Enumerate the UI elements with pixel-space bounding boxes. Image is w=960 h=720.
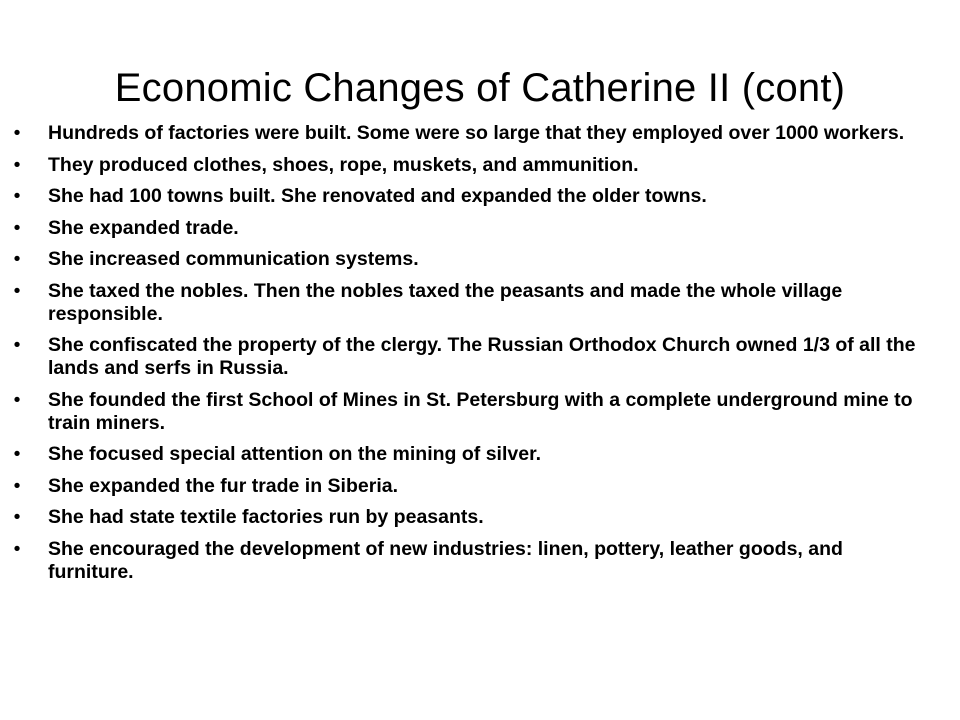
bullet-text: She expanded trade. xyxy=(48,216,239,239)
bullet-item xyxy=(13,506,928,529)
bullet-text: Hundreds of factories were built. Some were so large that they employed over 1000 workers. xyxy=(48,122,905,144)
bullet-text: They produced clothes, shoes, rope, muskets, and ammunition. xyxy=(48,153,639,176)
bullet-text: She expanded the fur trade in Siberia. xyxy=(48,474,399,497)
bullet-item xyxy=(13,216,928,240)
bullet-dot-icon: • xyxy=(13,122,21,144)
bullet-item xyxy=(13,443,928,466)
bullet-dot-icon: • xyxy=(13,153,21,176)
bullet-dot-icon: • xyxy=(13,388,21,411)
bullet-dot-icon: • xyxy=(13,279,21,302)
bullet-text: She confiscated the property of the clergy. The Russian Orthodox Church owned 1/3 of all the lands and serfs in Russia. xyxy=(48,334,916,379)
bullet-text: She founded the first School of Mines in St. Petersburg with a complete underground mine to train miners. xyxy=(48,388,913,434)
bullet-text: She had 100 towns built. She renovated and expanded the older towns. xyxy=(48,185,707,207)
bullet-dot-icon: • xyxy=(13,334,21,356)
bullet-text: She taxed the nobles. Then the nobles taxed the peasants and made the whole village responsible. xyxy=(48,279,843,325)
bullet-text: She had state textile factories run by peasants. xyxy=(48,506,484,528)
bullet-item xyxy=(13,279,928,326)
bullet-text: She focused special attention on the mining of silver. xyxy=(48,443,542,465)
bullet-dot-icon: • xyxy=(13,185,21,207)
slide-title: Economic Changes of Catherine II (cont) xyxy=(114,66,846,110)
bullet-dot-icon: • xyxy=(13,537,21,560)
bullet-list xyxy=(13,122,928,592)
bullet-item xyxy=(13,153,928,177)
bullet-dot-icon: • xyxy=(13,506,21,528)
bullet-dot-icon: • xyxy=(13,248,21,270)
bullet-item xyxy=(13,388,928,435)
bullet-item xyxy=(13,122,928,145)
bullet-dot-icon: • xyxy=(13,474,21,497)
bullet-text: She increased communication systems. xyxy=(48,248,419,270)
bullet-item xyxy=(13,537,928,584)
bullet-item xyxy=(13,248,928,271)
bullet-item xyxy=(13,185,928,208)
bullet-dot-icon: • xyxy=(13,216,21,239)
bullet-item xyxy=(13,334,928,380)
bullet-text: She encouraged the development of new industries: linen, pottery, leather goods, and furniture. xyxy=(48,537,843,583)
bullet-dot-icon: • xyxy=(13,443,21,465)
bullet-item xyxy=(13,474,928,498)
